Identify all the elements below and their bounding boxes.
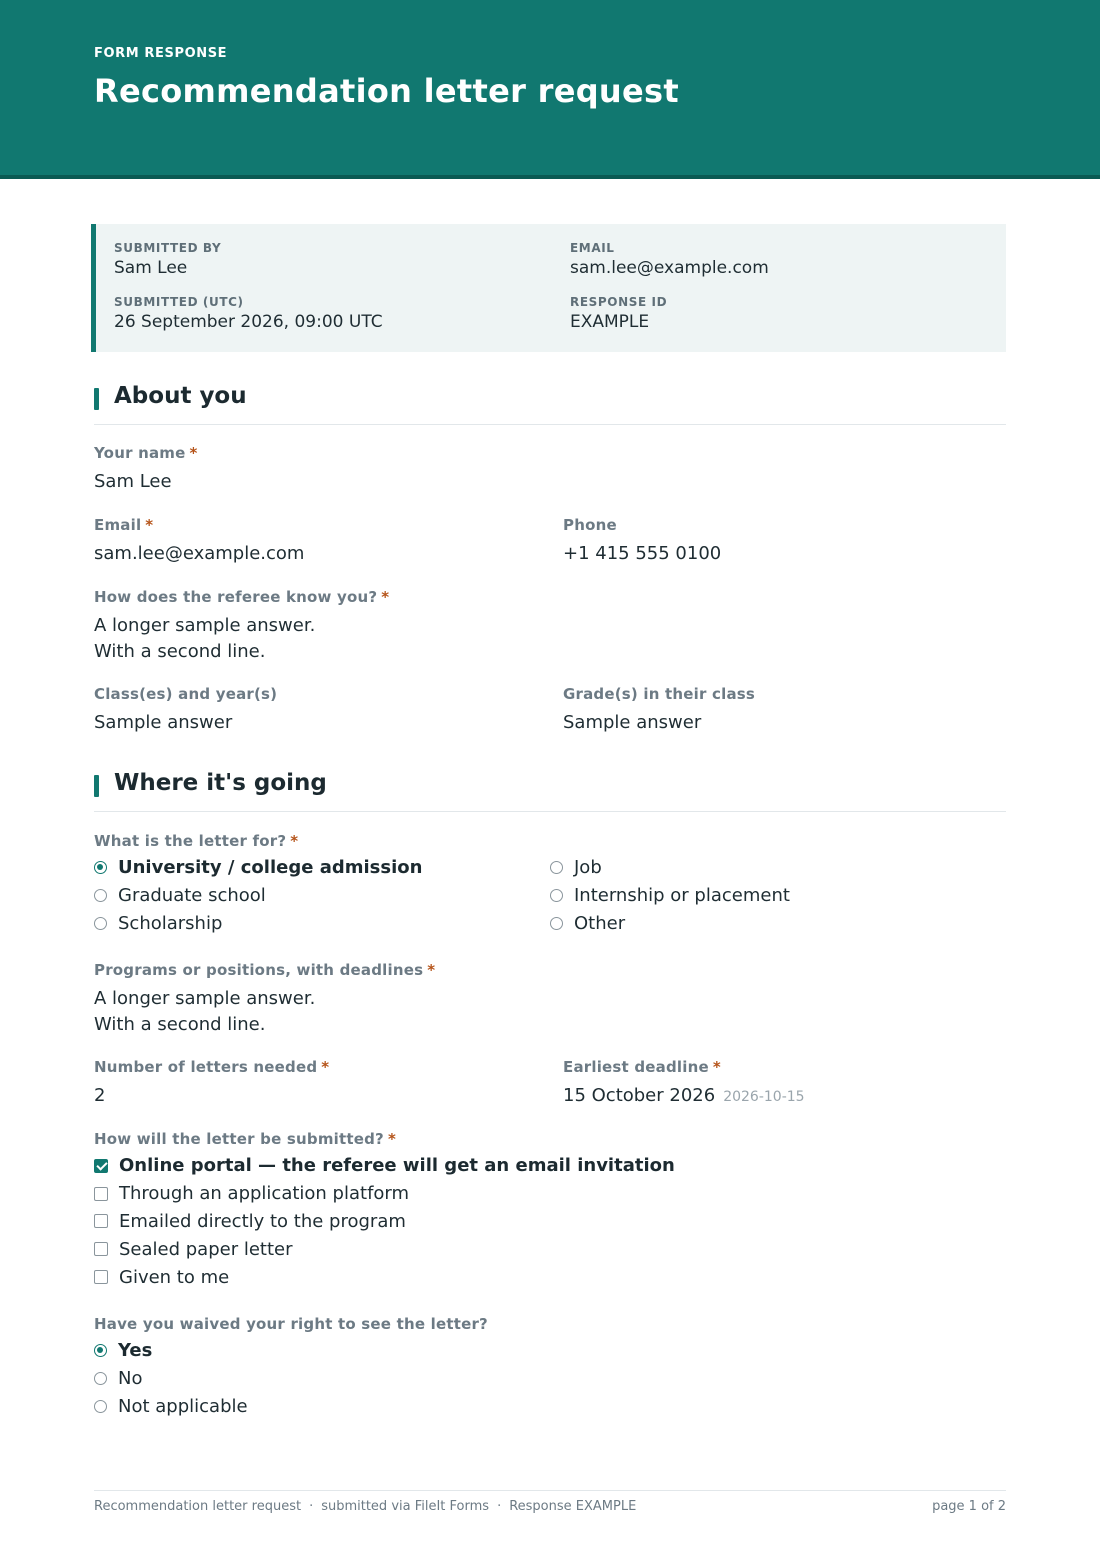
submitted-time — [114, 295, 383, 332]
checkbox-empty-icon — [94, 1214, 108, 1228]
field-your-name — [94, 444, 198, 495]
response-id-value: EXAMPLE — [570, 312, 650, 332]
radio-empty-icon — [94, 889, 107, 902]
footer-response: Response EXAMPLE — [509, 1499, 637, 1514]
footer-separator: · — [309, 1499, 314, 1514]
purpose-options-col1 — [94, 854, 422, 937]
radio-empty-icon — [94, 1372, 107, 1385]
purpose-options-col2 — [550, 854, 790, 937]
form-kicker: FORM RESPONSE — [94, 46, 228, 61]
section-title-about: About you — [114, 383, 247, 409]
option-waive-no[interactable]: No — [94, 1365, 248, 1393]
required-mark: * — [712, 1058, 721, 1076]
field-earliest-deadline — [563, 1058, 805, 1110]
form-header — [0, 0, 1100, 179]
required-mark: * — [321, 1058, 330, 1076]
submitted-by-value: Sam Lee — [114, 258, 188, 278]
option-waive-yes[interactable]: Yes — [94, 1337, 248, 1365]
submission-options — [94, 1152, 675, 1291]
required-mark: * — [145, 516, 154, 534]
radio-empty-icon — [550, 917, 563, 930]
field-classes — [94, 685, 277, 736]
field-programs — [94, 961, 435, 1038]
footer-via: submitted via FileIt Forms — [321, 1499, 490, 1514]
field-letter-purpose — [94, 832, 298, 850]
required-mark: * — [381, 588, 390, 606]
submitted-by — [114, 241, 221, 278]
checkbox-empty-icon — [94, 1270, 108, 1284]
radio-empty-icon — [550, 889, 563, 902]
field-label: Your name * — [94, 444, 198, 462]
required-mark: * — [427, 961, 436, 979]
field-value: Sample answer — [563, 712, 702, 733]
field-label: Have you waived your right to see the letter? — [94, 1315, 488, 1333]
field-value: 2 — [94, 1085, 106, 1106]
radio-empty-icon — [550, 861, 563, 874]
field-label: Grade(s) in their class — [563, 685, 756, 703]
field-phone — [563, 516, 721, 567]
option-sealed-paper[interactable]: Sealed paper letter — [94, 1235, 675, 1263]
radio-selected-icon — [94, 1344, 107, 1357]
field-value: Sam Lee — [94, 471, 172, 492]
field-value: sam.lee@example.com — [94, 543, 305, 564]
submitted-time-label: SUBMITTED (UTC) — [114, 295, 244, 309]
field-letter-count — [94, 1058, 329, 1109]
submission-meta-panel — [91, 224, 1006, 352]
section-accent-bar — [94, 775, 99, 797]
radio-empty-icon — [94, 917, 107, 930]
field-label: Earliest deadline * — [563, 1058, 721, 1076]
radio-empty-icon — [94, 1400, 107, 1413]
field-label: What is the letter for? * — [94, 832, 299, 850]
field-label: How does the referee know you? * — [94, 588, 390, 606]
option-graduate-school[interactable]: Graduate school — [94, 882, 422, 910]
field-waived-right — [94, 1315, 488, 1333]
deadline-iso: 2026-10-15 — [723, 1089, 805, 1105]
required-mark: * — [387, 1130, 396, 1148]
radio-selected-icon — [94, 861, 107, 874]
footer-info — [94, 1499, 636, 1514]
field-submission-method — [94, 1130, 396, 1148]
section-header-about — [94, 378, 1006, 425]
submitter-email-value: sam.lee@example.com — [570, 258, 769, 278]
option-given-to-me[interactable]: Given to me — [94, 1263, 675, 1291]
field-label: Phone — [563, 516, 617, 534]
option-university-admission[interactable]: University / college admission — [94, 854, 422, 882]
checkbox-empty-icon — [94, 1187, 108, 1201]
submitter-email-label: EMAIL — [570, 241, 615, 255]
page-footer — [94, 1490, 1006, 1521]
field-label: Email * — [94, 516, 154, 534]
field-grades — [563, 685, 755, 736]
response-id-label: RESPONSE ID — [570, 295, 668, 309]
field-value: Sample answer — [94, 712, 233, 733]
option-application-platform[interactable]: Through an application platform — [94, 1180, 675, 1208]
field-email — [94, 516, 304, 567]
section-accent-bar — [94, 388, 99, 410]
option-job[interactable]: Job — [550, 854, 790, 882]
checkbox-empty-icon — [94, 1242, 108, 1256]
submitter-email — [570, 241, 769, 278]
field-value — [563, 1083, 805, 1110]
option-online-portal[interactable]: Online portal — the referee will get an email invitation — [94, 1152, 675, 1180]
option-waive-na[interactable]: Not applicable — [94, 1393, 248, 1421]
section-header-going — [94, 765, 1006, 812]
submitted-by-label: SUBMITTED BY — [114, 241, 222, 255]
field-label: Class(es) and year(s) — [94, 685, 278, 703]
field-value: A longer sample answer. With a second line. — [94, 988, 316, 1035]
field-label: Programs or positions, with deadlines * — [94, 961, 436, 979]
required-mark: * — [290, 832, 299, 850]
field-value: +1 415 555 0100 — [563, 543, 722, 564]
deadline-date: 15 October 2026 — [563, 1085, 716, 1106]
field-how-referee-knows — [94, 588, 389, 665]
submitted-time-value: 26 September 2026, 09:00 UTC — [114, 312, 383, 332]
option-internship[interactable]: Internship or placement — [550, 882, 790, 910]
checkbox-checked-icon — [94, 1159, 108, 1173]
form-title: Recommendation letter request — [94, 72, 679, 110]
option-scholarship[interactable]: Scholarship — [94, 910, 422, 938]
page-number: page 1 of 2 — [932, 1499, 1006, 1514]
response-id — [570, 295, 667, 332]
footer-form-name: Recommendation letter request — [94, 1499, 302, 1514]
footer-separator: · — [497, 1499, 502, 1514]
option-other[interactable]: Other — [550, 910, 790, 938]
field-label: How will the letter be submitted? * — [94, 1130, 396, 1148]
field-label: Number of letters needed * — [94, 1058, 330, 1076]
section-title-going: Where it's going — [114, 770, 327, 796]
field-value: A longer sample answer. With a second line. — [94, 615, 316, 662]
required-mark: * — [189, 444, 198, 462]
waive-options — [94, 1337, 248, 1420]
option-emailed-directly[interactable]: Emailed directly to the program — [94, 1208, 675, 1236]
